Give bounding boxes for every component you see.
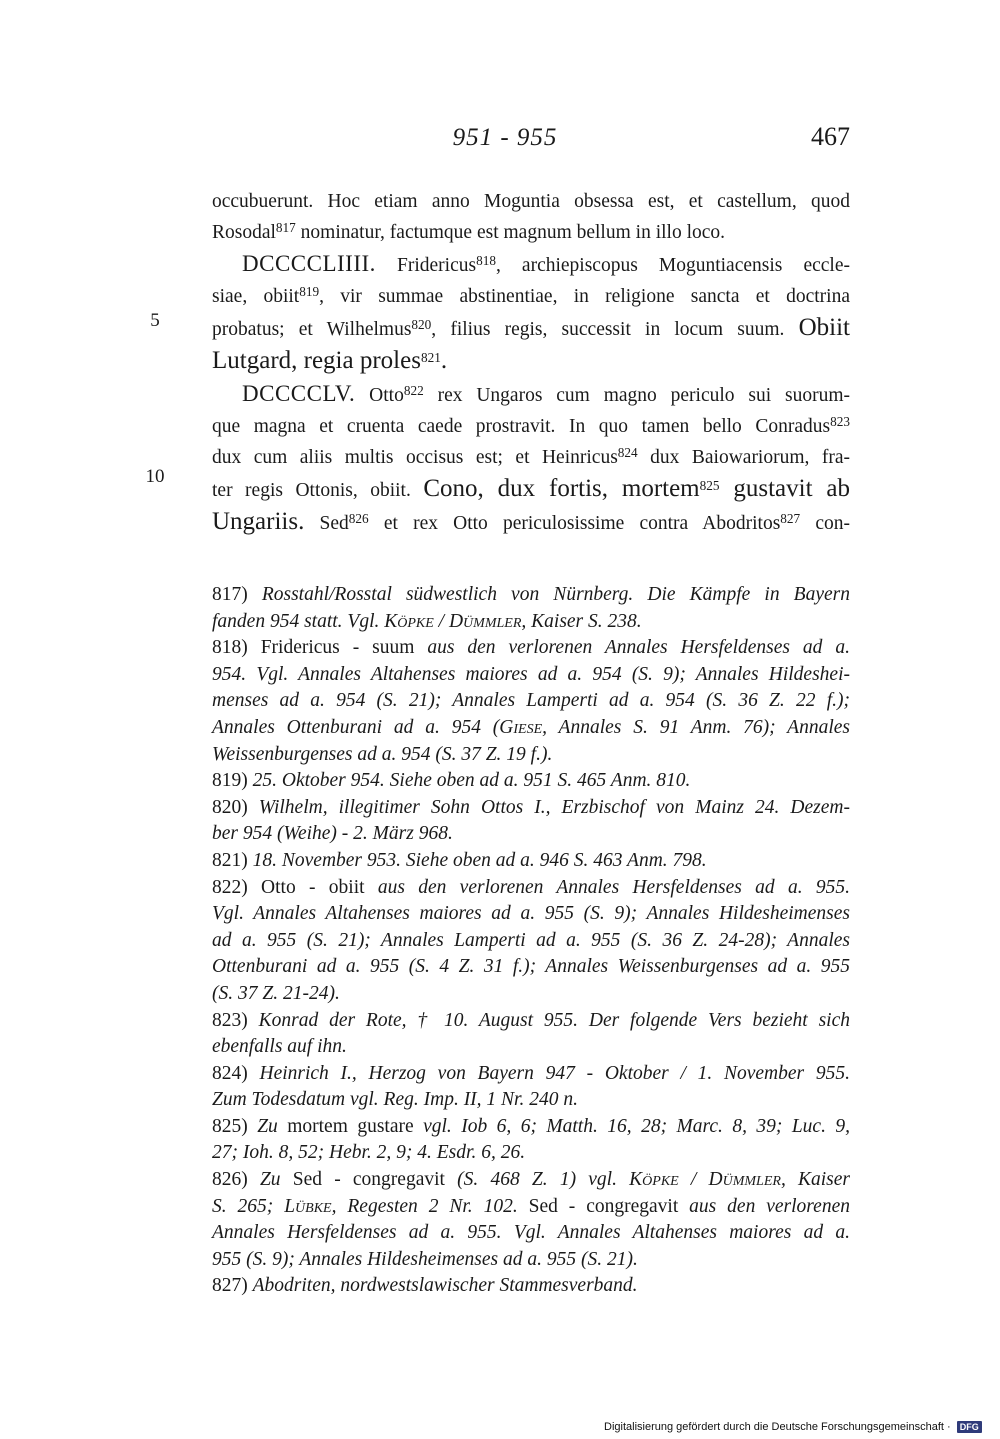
text-line	[212, 281, 850, 312]
footnote-818	[212, 635, 850, 662]
text-run: Fridericus	[375, 255, 477, 276]
dfg-logo-icon: DFG	[957, 1421, 982, 1433]
footnote-822-cont: Vgl. Annales Altahenses maiores ad a. 955 (S. 9); Annales Hildesheimenses	[212, 903, 850, 925]
footnote-822-cont: (S. 37 Z. 21-24).	[212, 982, 340, 1004]
running-header-year-range: 951 - 955	[452, 124, 558, 151]
footnote-818-cont: 954. Vgl. Annales Altahenses maiores ad a. 954 (S. 9); Annales Hildeshei-	[212, 663, 850, 685]
footnote-825-cont: 27; Ioh. 8, 52; Hebr. 2, 9; 4. Esdr. 6, 26.	[212, 1142, 526, 1164]
note-text: Zu	[259, 1169, 281, 1191]
note-text: aus den verlorenen Annales Hersfeldenses ad a. 955.	[377, 876, 850, 898]
note-text: , Annales S. 91 Anm. 76); Annales	[542, 716, 850, 738]
note-text: Rosstahl/Rosstal südwestlich von Nürnberg. Die Kämpfe in Bayern	[261, 584, 850, 605]
footnote-822-cont: Ottenburani ad a. 955 (S. 4 Z. 31 f.); Annales Weissenburgenses ad a. 955	[212, 956, 850, 978]
note-text: Zu	[257, 1115, 278, 1137]
text-run: dux Baiowariorum, fra-	[637, 447, 851, 468]
text-run: , vir summae abstinentiae, in religione sancta et doctrina	[319, 286, 851, 307]
note-text: aus den verlorenen	[689, 1195, 850, 1217]
verse-text: Obiit	[798, 314, 850, 341]
text-run: , archiepiscopus Moguntiacensis eccle-	[495, 255, 850, 276]
footnote-ref-825: 825	[699, 478, 720, 494]
text-line	[212, 217, 850, 248]
note-text: 819)	[212, 770, 253, 792]
note-text: Annales Ottenburani ad a. 954 (	[212, 716, 500, 738]
footnote-818-cont: Weissenburgenses ad a. 954 (S. 37 Z. 19 f.).	[212, 743, 553, 765]
author-name: Köpke / Dümmler	[384, 610, 522, 632]
note-text: , Kaiser	[780, 1169, 851, 1191]
text-run: .	[440, 347, 448, 374]
text-line	[212, 442, 850, 473]
note-text: , Regesten 2 Nr. 102.	[331, 1195, 529, 1217]
note-text: 18. November 953. Siehe oben ad a. 946 S. 463 Anm. 798.	[252, 849, 707, 871]
note-text: Sed - congregavit	[528, 1195, 690, 1217]
text-run: probatus; et Wilhelmus	[212, 319, 412, 340]
note-text: 820)	[212, 796, 259, 818]
note-text: 25. Oktober 954. Siehe oben ad a. 951 S. 465 Anm. 810.	[252, 770, 691, 792]
note-text: Konrad der Rote, † 10. August 955. Der folgende Vers bezieht sich	[258, 1009, 850, 1031]
author-name: Giese	[499, 716, 543, 738]
footnote-823-cont: ebenfalls auf ihn.	[212, 1036, 347, 1058]
text-run: dux cum aliis multis occisus est; et Heinricus	[212, 447, 618, 468]
text-run: et rex Otto periculosissime contra Abodritos	[368, 513, 781, 534]
footnote-ref-824: 824	[617, 445, 638, 461]
page-number: 467	[811, 122, 850, 151]
note-text: 821)	[212, 849, 253, 871]
note-text: (S. 468 Z. 1) vgl.	[457, 1169, 630, 1191]
text-line	[212, 186, 850, 217]
text-line	[212, 248, 850, 281]
note-text: Wilhelm, illegitimer Sohn Ottos I., Erzbischof von Mainz 24. Dezem-	[258, 796, 850, 818]
verse-text: Ungariis.	[212, 508, 305, 535]
footnote-826-cont	[212, 1194, 850, 1221]
note-text: mortem gustare	[277, 1115, 424, 1137]
footnote-826-cont: 955 (S. 9); Annales Hildesheimenses ad a. 955 (S. 21).	[212, 1248, 638, 1270]
footnote-ref-826: 826	[348, 511, 369, 527]
note-text: S. 265;	[212, 1195, 285, 1217]
footnote-ref-821: 821	[420, 350, 441, 366]
footnote-ref-823: 823	[830, 414, 850, 430]
text-line	[212, 411, 850, 442]
text-run: Otto	[355, 385, 404, 406]
note-text: Heinrich I., Herzog von Bayern 947 - Oktober / 1. November 955.	[259, 1062, 850, 1084]
note-text: aus den verlorenen Annales Hersfeldenses ad a.	[427, 637, 850, 659]
text-run: , filius regis, successit in locum suum.	[431, 319, 799, 340]
main-text	[212, 186, 850, 539]
note-text: 824)	[212, 1062, 260, 1084]
footnote-825	[212, 1114, 850, 1141]
note-text: 818) Fridericus - suum	[212, 637, 428, 659]
verse-text: gustavit ab	[719, 475, 850, 502]
text-run: rex Ungaros cum magno periculo sui suorum-	[423, 385, 850, 406]
footer-text: Digitalisierung gefördert durch die Deutsche Forschungsgemeinschaft ·	[604, 1421, 951, 1433]
footnote-ref-820: 820	[411, 317, 432, 333]
text-line	[212, 378, 850, 411]
text-run: Sed	[304, 513, 349, 534]
note-text: 823)	[212, 1009, 259, 1031]
footnote-ref-818: 818	[476, 253, 496, 269]
text-line	[212, 473, 850, 506]
footnote-818-cont: menses ad a. 954 (S. 21); Annales Lamperti ad a. 954 (S. 36 Z. 22 f.);	[212, 690, 850, 712]
note-text: 827)	[212, 1275, 253, 1297]
verse-text: Lutgard, regia proles	[212, 347, 421, 374]
text-line	[212, 345, 850, 378]
footnote-ref-827: 827	[780, 511, 801, 527]
note-text: Sed - congregavit	[280, 1169, 458, 1191]
footnote-822	[212, 875, 850, 902]
text-run: siae, obiit	[212, 286, 300, 307]
footnote-817	[212, 582, 850, 609]
text-run: occubuerunt. Hoc etiam anno Moguntia obsessa est, et castellum, quod	[212, 191, 850, 212]
text-run: con-	[800, 513, 850, 534]
footnote-ref-822: 822	[403, 383, 424, 399]
note-text: 817)	[212, 584, 262, 605]
line-number-10: 10	[145, 466, 165, 487]
text-line	[212, 312, 850, 345]
footnote-826	[212, 1167, 850, 1194]
footnote-824	[212, 1061, 850, 1088]
footnote-826-cont: Annales Hersfeldenses ad a. 955. Vgl. Annales Altahenses maiores ad a.	[212, 1222, 850, 1244]
note-text: 822) Otto - obiit	[212, 876, 378, 898]
footnote-820	[212, 795, 850, 822]
line-number-5: 5	[150, 310, 160, 331]
note-text: 825)	[212, 1115, 258, 1137]
footnote-817-cont	[212, 609, 850, 636]
note-text: , Kaiser S. 238.	[521, 610, 642, 632]
footnote-ref-817: 817	[275, 220, 296, 236]
footnote-822-cont: ad a. 955 (S. 21); Annales Lamperti ad a. 955 (S. 36 Z. 24-28); Annales	[212, 929, 850, 951]
text-run: ter regis Ottonis, obiit.	[212, 480, 424, 501]
footnote-819	[212, 768, 850, 795]
note-text: fanden 954 statt. Vgl.	[212, 610, 385, 632]
author-name: Köpke / Dümmler	[629, 1169, 781, 1191]
text-run: Rosodal	[212, 222, 276, 243]
note-text: vgl. Iob 6, 6; Matth. 16, 28; Marc. 8, 39; Luc. 9,	[423, 1115, 851, 1137]
footnotes	[212, 582, 850, 1300]
note-text: 826)	[212, 1169, 260, 1191]
footnote-818-cont	[212, 715, 850, 742]
text-run: que magna et cruenta caede prostravit. In quo tamen bello Conradus	[212, 416, 831, 437]
author-name: Lübke	[284, 1195, 332, 1217]
note-text: Abodriten, nordwestslawischer Stammesverband.	[252, 1275, 638, 1297]
footnote-ref-819: 819	[299, 284, 320, 300]
footnote-827	[212, 1273, 850, 1300]
year-heading-955: DCCCCLV.	[242, 381, 356, 406]
text-run: nominatur, factumque est magnum bellum in illo loco.	[295, 222, 726, 243]
footnote-821	[212, 848, 850, 875]
verse-text: Cono, dux fortis, mortem	[423, 475, 700, 502]
digitization-footer	[604, 1421, 994, 1433]
footnote-824-cont: Zum Todesdatum vgl. Reg. Imp. II, 1 Nr. 240 n.	[212, 1089, 578, 1111]
footnote-823	[212, 1008, 850, 1035]
text-line	[212, 506, 850, 539]
footnote-820-cont: ber 954 (Weihe) - 2. März 968.	[212, 823, 453, 845]
year-heading-954: DCCCCLIIII.	[242, 251, 376, 276]
